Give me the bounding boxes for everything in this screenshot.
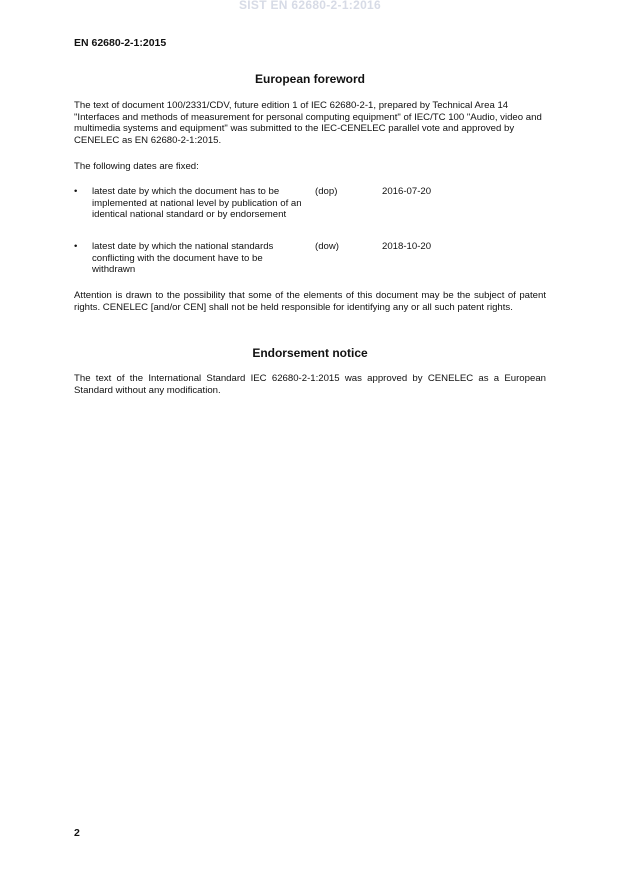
patent-notice-paragraph: Attention is drawn to the possibility that some of the elements of this document may be the subject of patent rights. CENELEC [and/or CEN] shall not be held responsible for identifying any or all such patent rights. [74,290,546,313]
date-item-code: (dop) [315,186,338,197]
date-item-text: latest date by which the national standards conflicting with the document have to be withdrawn [92,241,274,276]
date-item-date: 2018-10-20 [382,241,432,252]
date-item-date: 2016-07-20 [382,186,432,197]
date-item-dow [74,241,546,281]
date-item-text: latest date by which the document has to be implemented at national level by publication of an identical national standard or by endorsement [92,186,302,221]
page-number: 2 [74,827,80,839]
foreword-intro-paragraph: The text of document 100/2331/CDV, future edition 1 of IEC 62680-2-1, prepared by Technical Area 14 "Interfaces and methods of measurement for personal computing equipment" of IEC/TC 100 "Audio, video and multimedia systems and equipment" was submitted to the IEC-CENELEC parallel vote and approved by CENELEC as EN 62680-2-1:2015. [74,100,542,146]
bullet-icon: • [74,241,78,252]
endorsement-paragraph: The text of the International Standard IEC 62680-2-1:2015 was approved by CENELEC as a European Standard without any modification. [74,373,546,396]
date-item-code: (dow) [315,241,339,252]
document-id-header: EN 62680-2-1:2015 [74,37,167,49]
bullet-icon: • [74,186,78,197]
watermark: SIST EN 62680-2-1:2016 [238,0,381,12]
endorsement-title: Endorsement notice [252,346,368,360]
dates-intro: The following dates are fixed: [74,161,199,172]
date-item-dop [74,186,546,226]
foreword-title: European foreword [254,72,365,86]
